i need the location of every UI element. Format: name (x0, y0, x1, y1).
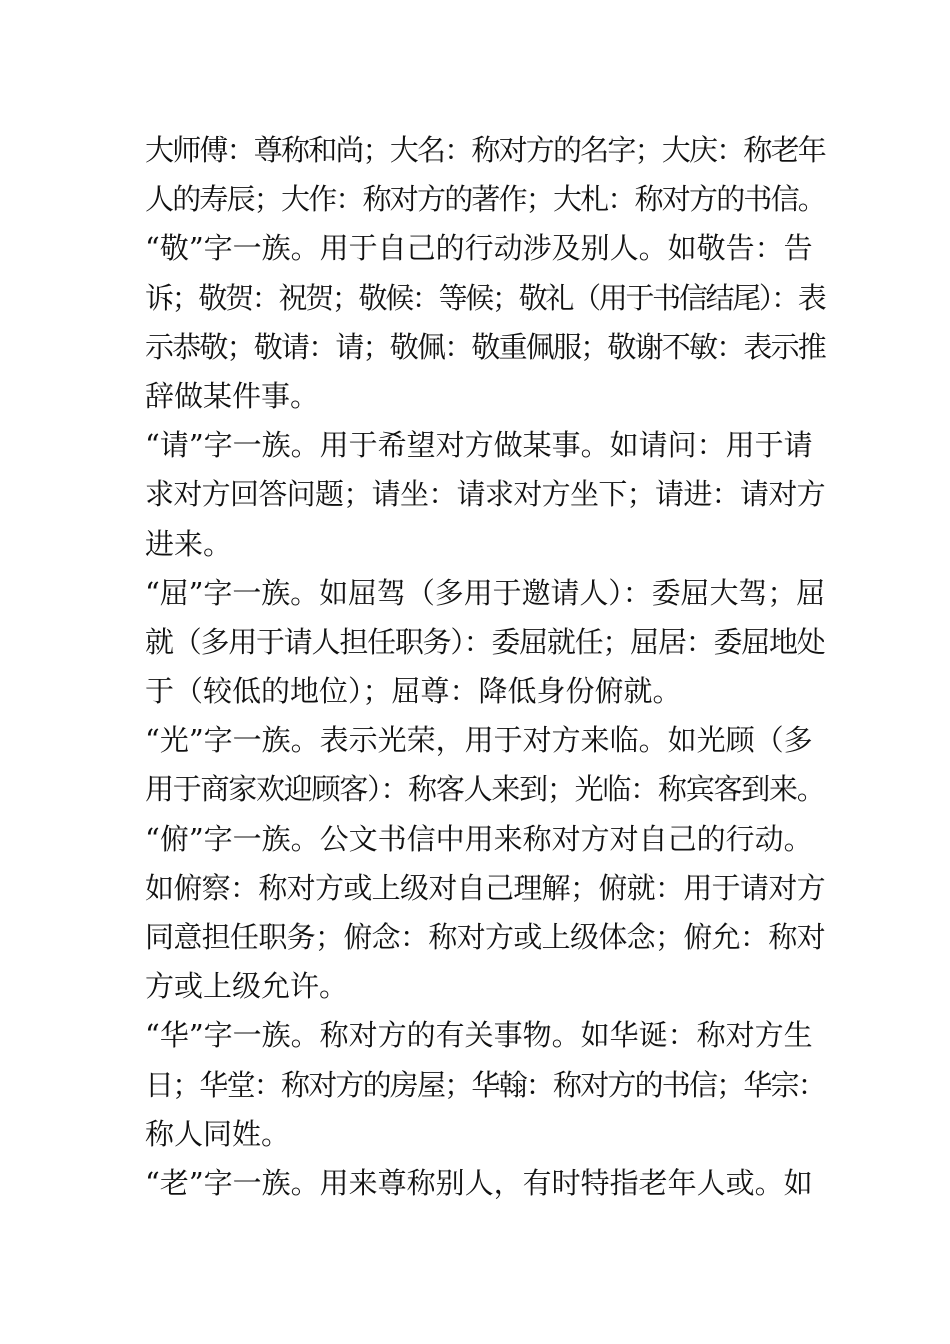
text-line: 诉；敬贺：祝贺；敬候：等候；敬礼（用于书信结尾）：表 (145, 280, 825, 315)
text-line: 就（多用于请人担任职务）：委屈就任；屈居：委屈地处 (145, 624, 825, 659)
text-line: 同意担任职务；俯念：称对方或上级体念；俯允：称对 (145, 920, 826, 954)
text-line: 求对方回答问题；请坐：请求对方坐下；请进：请对方 (145, 477, 826, 512)
text-line: “光”字一族。表示光荣，用于对方来临。如光顾（多 (145, 723, 813, 758)
text-line: “老”字一族。用来尊称别人，有时特指老年人或。如 (145, 1165, 813, 1200)
text-line: 用于商家欢迎顾客）：称客人来到；光临：称宾客到来。 (145, 772, 825, 807)
text-line: “敬”字一族。用于自己的行动涉及别人。如敬告：告 (145, 231, 813, 266)
text-line: 辞做某件事。 (145, 378, 320, 413)
document-body (145, 126, 825, 1208)
text-line: “请”字一族。用于希望对方做某事。如请问：用于请 (145, 428, 813, 463)
text-line: 方或上级允许。 (145, 969, 349, 1004)
text-line: “俯”字一族。公文书信中用来称对方对自己的行动。 (145, 821, 813, 856)
text-line: 于（较低的地位）；屈尊：降低身份俯就。 (145, 674, 682, 709)
text-line: “华”字一族。称对方的有关事物。如华诞：称对方生 (145, 1018, 813, 1053)
text-line: “屈”字一族。如屈驾（多用于邀请人）：委屈大驾；屈 (145, 575, 826, 610)
text-line: 大师傅：尊称和尚；大名：称对方的名字；大庆：称老年 (145, 133, 826, 167)
text-line: 进来。 (145, 526, 233, 561)
text-line: 如俯察：称对方或上级对自己理解；俯就：用于请对方 (145, 870, 826, 905)
text-line: 人的寿辰；大作：称对方的著作；大札：称对方的书信。 (145, 182, 826, 217)
text-line: 示恭敬；敬请：请；敬佩：敬重佩服；敬谢不敏：表示推 (145, 329, 826, 364)
text-line: 称人同姓。 (145, 1116, 291, 1151)
text-line: 日；华堂：称对方的房屋；华翰：称对方的书信；华宗： (145, 1067, 826, 1102)
